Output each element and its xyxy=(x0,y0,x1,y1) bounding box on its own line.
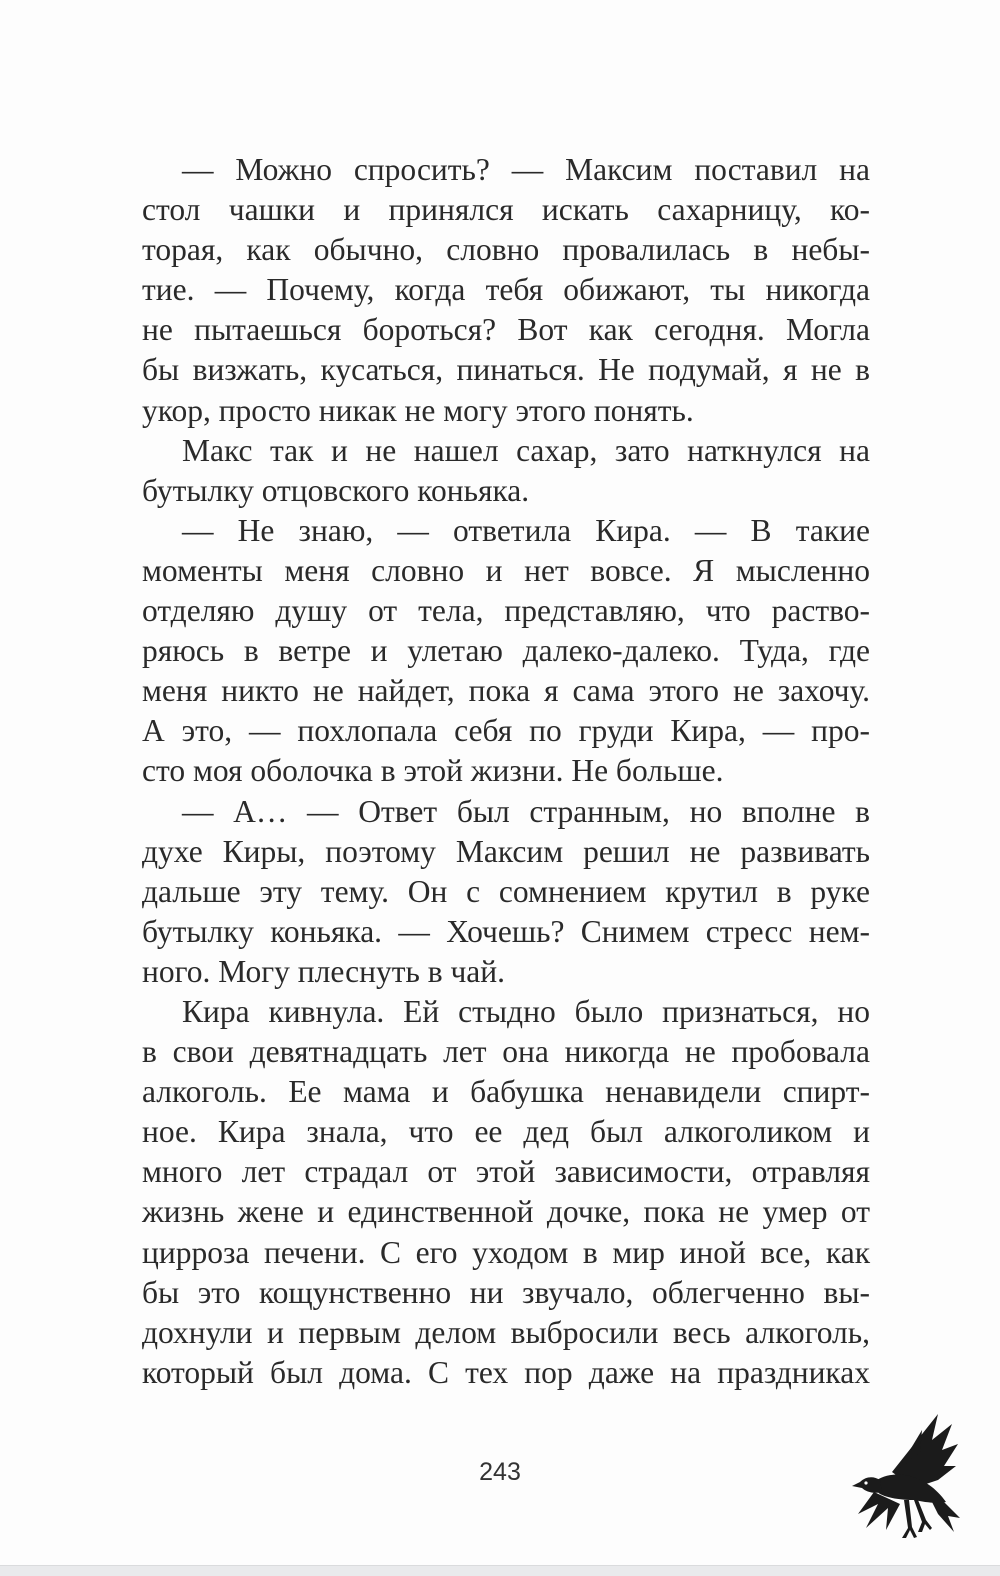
text-line: ное. Кира знала, что ее дед был алкоголиком и xyxy=(142,1114,870,1150)
text-line: бутылку отцовского коньяка. xyxy=(142,472,530,508)
text-line: меня никто не найдет, пока я сама этого не захочу. xyxy=(142,673,870,709)
page-edge xyxy=(0,1565,1000,1576)
page-number: 243 xyxy=(479,1458,521,1486)
text-line: Кира кивнула. Ей стыдно было признаться, но xyxy=(182,993,870,1029)
raven-icon xyxy=(852,1410,960,1542)
text-line: тие. — Почему, когда тебя обижают, ты никогда xyxy=(142,272,870,308)
text-line: ного. Могу плеснуть в чай. xyxy=(142,953,506,989)
text-line: — А… — Ответ был странным, но вполне в xyxy=(182,793,870,829)
text-line: — Не знаю, — ответила Кира. — В такие xyxy=(182,512,870,548)
text-line: Макс так и не нашел сахар, зато наткнулся на xyxy=(182,432,870,468)
text-line: алкоголь. Ее мама и бабушка ненавидели спирт- xyxy=(142,1074,870,1110)
page-text xyxy=(142,150,870,1393)
text-line: моменты меня словно и нет вовсе. Я мысленно xyxy=(142,552,870,588)
text-line: — Можно спросить? — Максим поставил на xyxy=(182,152,870,187)
text-line: дальше эту тему. Он с сомнением крутил в руке xyxy=(142,873,870,909)
text-line: бутылку коньяка. — Хочешь? Снимем стресс нем- xyxy=(142,913,870,949)
text-line: духе Киры, поэтому Максим решил не развивать xyxy=(142,833,870,869)
text-line: дохнули и первым делом выбросили весь алкоголь, xyxy=(142,1314,870,1350)
text-line: цирроза печени. С его уходом в мир иной все, как xyxy=(142,1234,870,1270)
text-line: А это, — похлопала себя по груди Кира, — про- xyxy=(142,713,870,749)
text-line: сто моя оболочка в этой жизни. Не больше. xyxy=(142,753,724,789)
text-line: жизнь жене и единственной дочке, пока не умер от xyxy=(142,1194,870,1230)
text-line: много лет страдал от этой зависимости, отравляя xyxy=(142,1154,870,1190)
text-line: торая, как обычно, словно провалилась в небы- xyxy=(142,232,870,268)
text-line: укор, просто никак не могу этого понять. xyxy=(142,392,694,428)
text-line: в свои девятнадцать лет она никогда не пробовала xyxy=(142,1034,870,1070)
text-line: бы это кощунственно ни звучало, облегченно вы- xyxy=(142,1274,870,1310)
text-line: ряюсь в ветре и улетаю далеко-далеко. Туда, где xyxy=(142,633,870,669)
text-line: стол чашки и принялся искать сахарницу, ко- xyxy=(142,192,870,228)
text-line: бы визжать, кусаться, пинаться. Не подумай, я не в xyxy=(142,352,870,388)
text-line: который был дома. С тех пор даже на праздниках xyxy=(142,1354,870,1390)
text-line: отделяю душу от тела, представляю, что раство- xyxy=(142,593,870,629)
text-line: не пытаешься бороться? Вот как сегодня. Могла xyxy=(142,312,870,348)
